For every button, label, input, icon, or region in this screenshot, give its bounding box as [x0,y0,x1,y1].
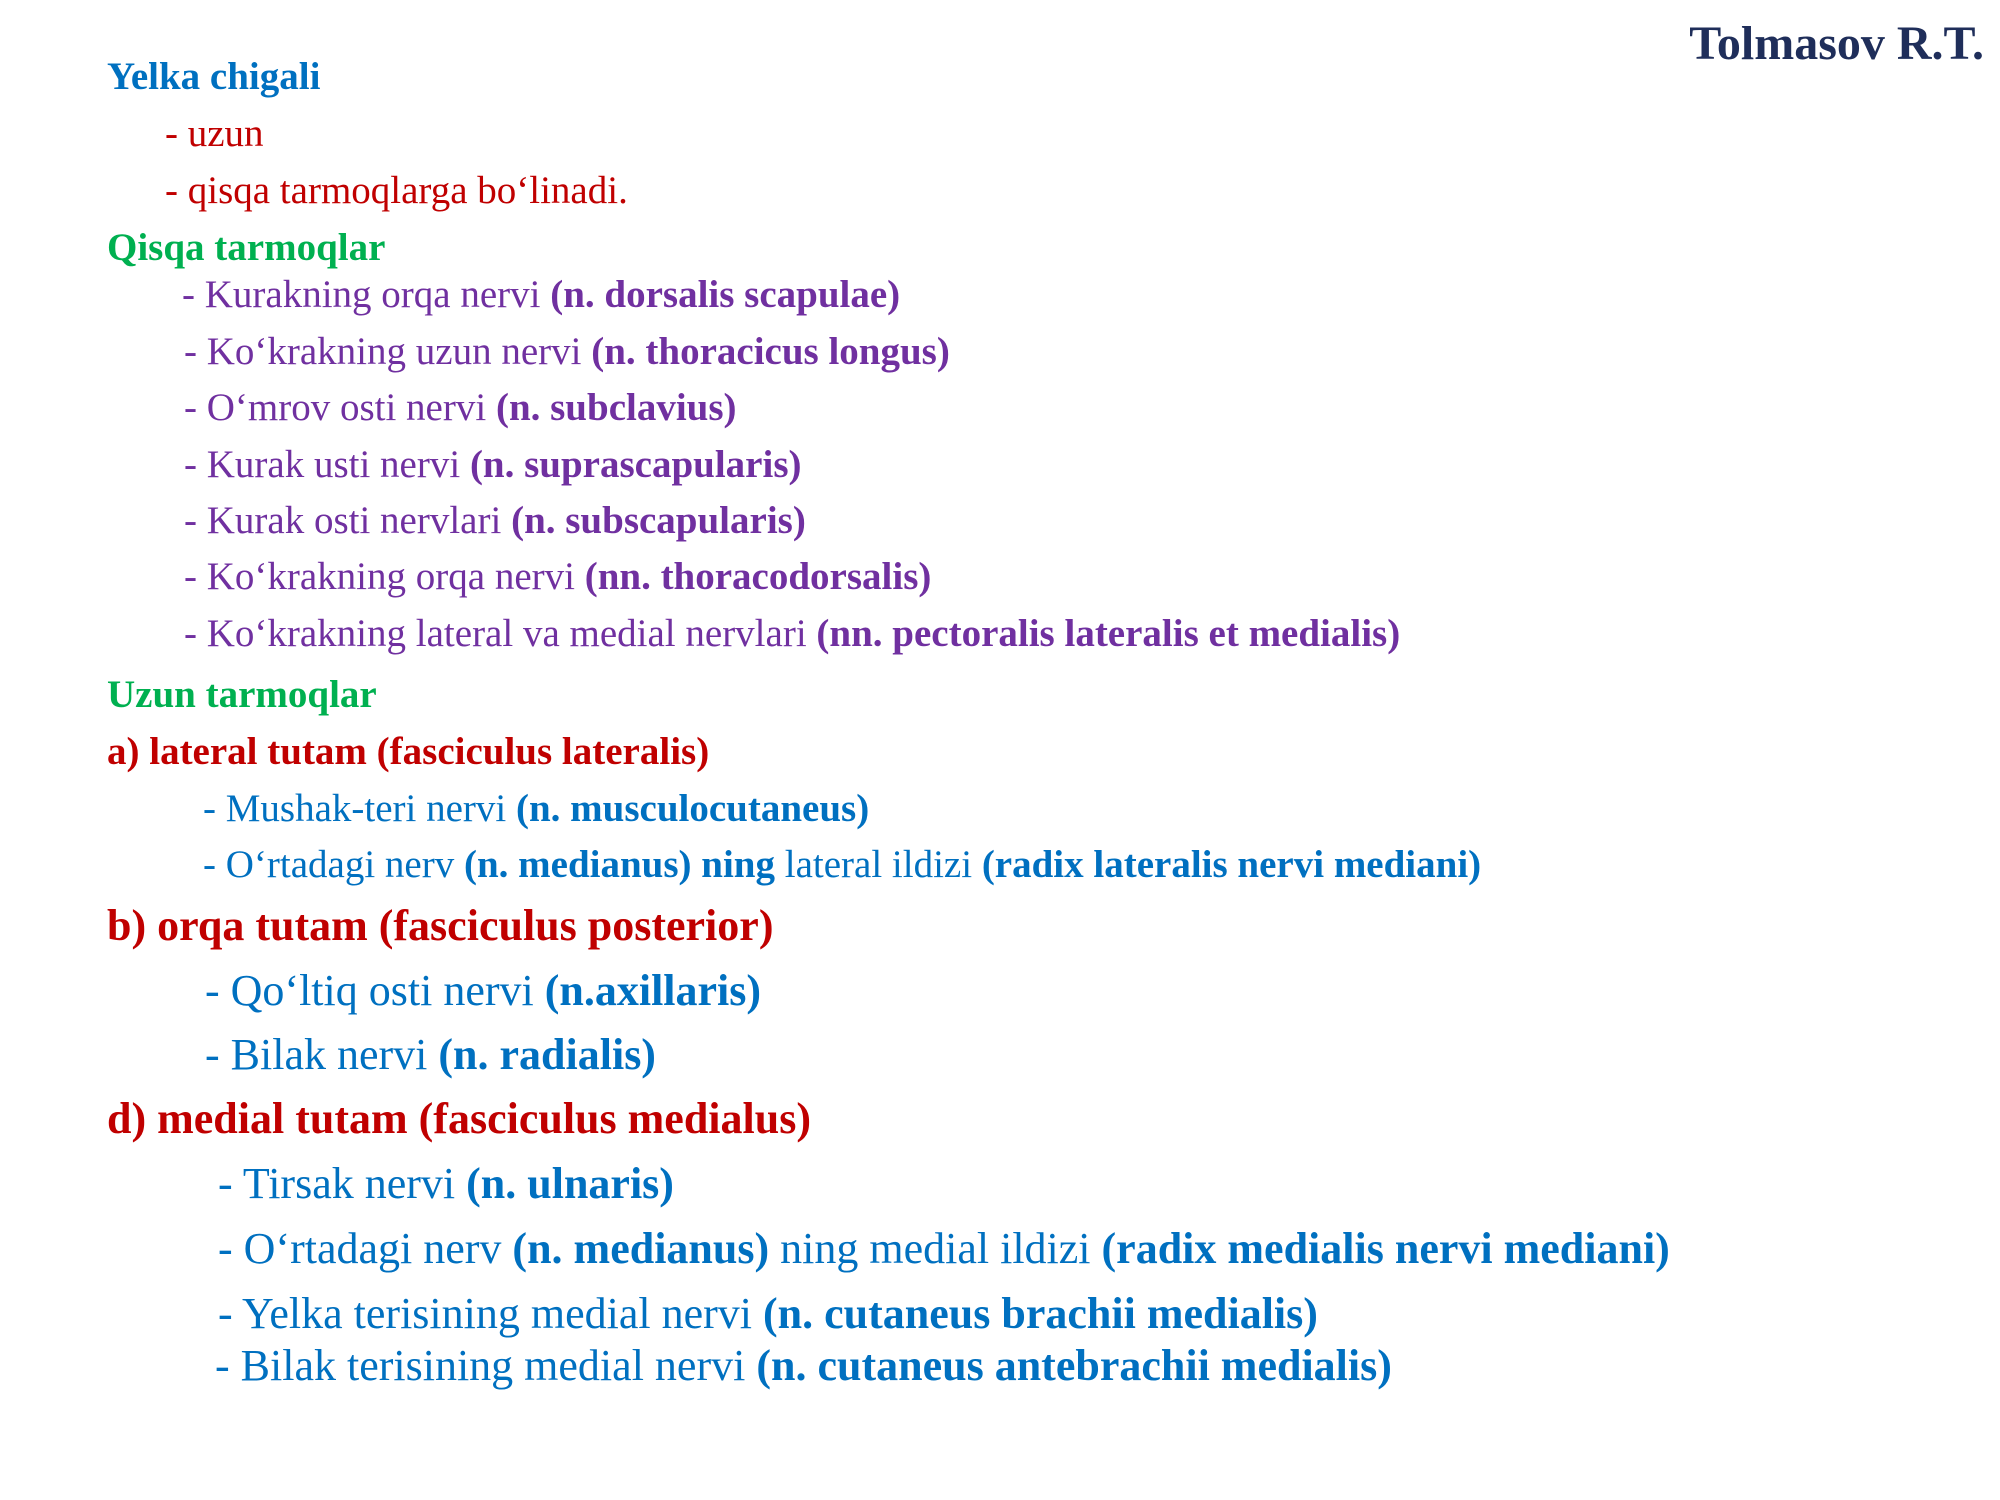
posterior-cord-title: b) orqa tutam (fasciculus posterior) [107,901,774,950]
item-uz: - Mushak-teri nervi [203,787,516,830]
item-uz: - O‘mrov osti nervi [184,386,496,429]
medial-cord-item [218,1289,1318,1338]
item-latin: (n. musculocutaneus) [516,787,870,830]
item-latin: (n. cutaneus antebrachii medialis) [756,1341,1392,1390]
item-latin: (n.axillaris) [544,966,762,1015]
item-latin-2: (radix lateralis nervi mediani) [981,843,1482,886]
division-short: - qisqa tarmoqlarga bo‘linadi. [165,169,628,212]
page-title: Yelka chigali [107,55,321,98]
item-latin: (nn. pectoralis lateralis et medialis) [816,612,1401,655]
item-latin: (n. thoracicus longus) [591,330,950,373]
lateral-cord-title: a) lateral tutam (fasciculus lateralis) [107,730,710,773]
item-uz: - Ko‘krakning orqa nervi [184,555,585,598]
medial-cord-title: d) medial tutam (fasciculus medialus) [107,1094,811,1143]
posterior-cord-item [205,966,762,1015]
short-branch-item [184,614,1400,653]
item-uz: - Kurakning orqa nervi [182,273,551,316]
item-uz: - Bilak nervi [205,1030,439,1079]
short-branch-item [184,501,806,540]
item-latin: (n. subscapularis) [511,499,806,542]
item-uz: - Ko‘krakning uzun nervi [184,330,592,373]
item-uz: - O‘rtadagi nerv [203,843,464,886]
item-latin: (n. ulnaris) [466,1159,674,1208]
item-latin: (n. cutaneus brachii medialis) [763,1289,1318,1338]
author-name: Tolmasov R.T. [1689,17,1984,70]
item-latin: (nn. thoracodorsalis) [584,555,932,598]
item-latin: (n. subclavius) [495,386,737,429]
item-uz: - Bilak terisining medial nervi [215,1341,757,1390]
item-uz-2: ning medial ildizi [769,1224,1102,1273]
medial-cord-item [215,1341,1392,1390]
short-branch-item [184,388,737,427]
division-long: - uzun [165,112,264,155]
item-uz: - Kurak usti nervi [184,443,470,486]
short-branch-item [184,557,931,596]
short-branch-item [182,275,900,314]
item-uz-2: lateral ildizi [774,843,982,886]
long-branches-title: Uzun tarmoqlar [107,673,377,716]
item-uz: - O‘rtadagi nerv [218,1224,513,1273]
short-branches-title: Qisqa tarmoqlar [107,226,386,269]
short-branch-item [184,332,950,371]
item-latin: (n. dorsalis scapulae) [550,273,901,316]
item-latin-2: (radix medialis nervi mediani) [1101,1224,1670,1273]
item-latin: (n. medianus) [512,1224,770,1273]
lateral-cord-item [203,789,869,828]
item-uz: - Kurak osti nervlari [184,499,512,542]
item-latin: (n. medianus) ning [463,843,775,886]
item-uz: - Tirsak nervi [218,1159,467,1208]
short-branch-item [184,445,802,484]
posterior-cord-item [205,1030,656,1079]
item-uz: - Yelka terisining medial nervi [218,1289,764,1338]
item-uz: - Qo‘ltiq osti nervi [205,966,545,1015]
medial-cord-item [218,1224,1670,1273]
item-uz: - Ko‘krakning lateral va medial nervlari [184,612,817,655]
lateral-cord-item [203,845,1481,884]
item-latin: (n. suprascapularis) [469,443,802,486]
medial-cord-item [218,1159,674,1208]
item-latin: (n. radialis) [438,1030,656,1079]
